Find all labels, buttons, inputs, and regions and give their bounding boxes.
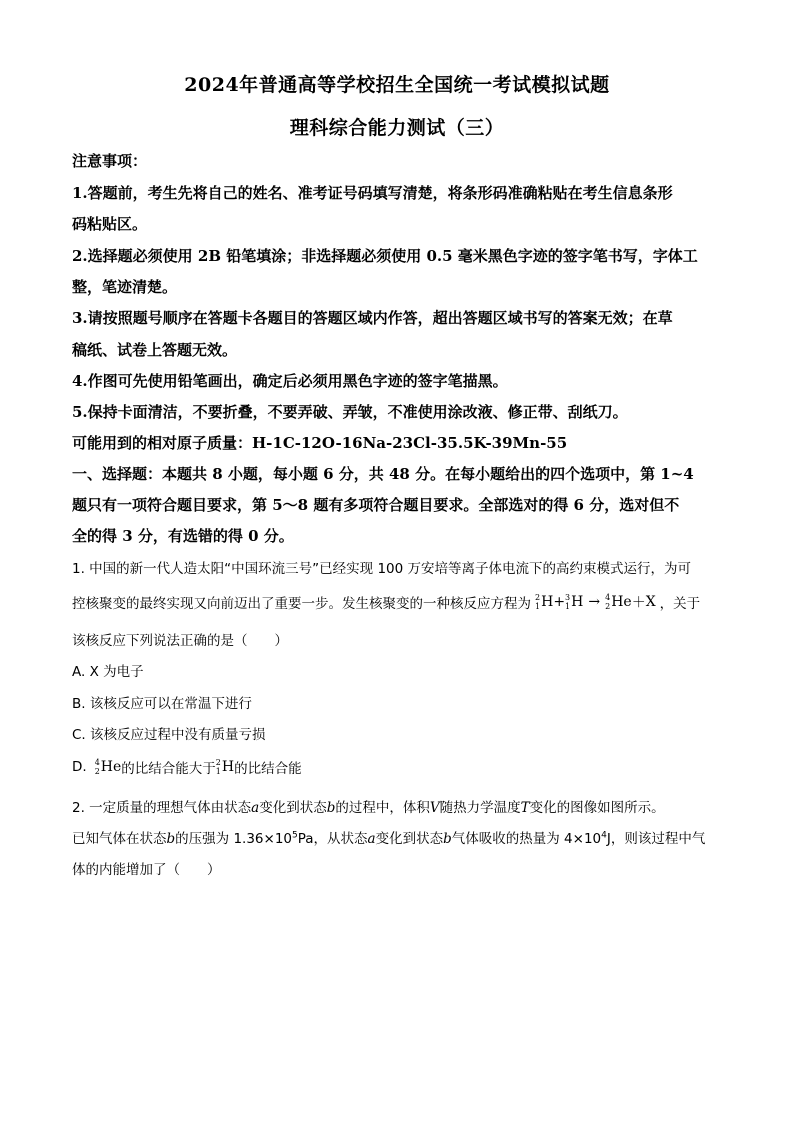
notice-item-2a: 2.选择题必须使用 2B 铅笔填涂；非选择题必须使用 0.5 毫米黑色字迹的签字笔书写，字体工	[72, 247, 698, 265]
q2-text-10: 气体吸收的热量为 4×10	[451, 831, 602, 847]
helium: He	[611, 594, 632, 610]
q1-option-b: B. 该核反应可以在常温下进行	[72, 696, 252, 712]
var-b-2: b	[166, 831, 176, 847]
section-1-line-3: 全的得 3 分，有选错的得 0 分。	[72, 527, 294, 545]
exponent-5: 5	[292, 830, 298, 841]
option-d-mid: 的比结合能大于	[121, 761, 216, 777]
section-1-line-2: 题只有一项符合题目要求，第 5～8 题有多项符合题目要求。全部选对的得 6 分，选对但不	[72, 496, 680, 514]
q2-text-7: 的压强为 1.36×10	[175, 831, 292, 847]
exam-subtitle: 理科综合能力测试（三）	[289, 117, 505, 139]
charge-3: 2	[605, 602, 611, 611]
reaction-arrow: →	[588, 594, 601, 610]
q1-option-c: C. 该核反应过程中没有质量亏损	[72, 727, 266, 743]
plus-sign-2: ＋	[631, 595, 646, 611]
q1-stem-line-2-text: 控核聚变的最终实现又向前迈出了重要一步。发生核聚变的一种核反应方程为	[72, 596, 531, 612]
nuclear-equation	[535, 592, 656, 612]
notice-item-2b: 整，笔迹清楚。	[72, 278, 178, 296]
notice-item-4: 4.作图可先使用铅笔画出，确定后必须用黑色字迹的签字笔描黑。	[72, 372, 508, 390]
charge-2: 1	[565, 602, 571, 611]
plus-sign: +	[553, 594, 566, 610]
option-d-helium	[95, 758, 122, 776]
deuterium: H	[541, 594, 554, 610]
var-t: T	[520, 800, 530, 816]
charge-d1: 2	[94, 767, 100, 776]
var-a: a	[251, 800, 260, 816]
var-a-2: a	[367, 831, 376, 847]
q1-stem-line-2-tail: ，关于	[659, 596, 701, 612]
mass-d2: 2	[215, 758, 221, 767]
q1-option-a: A. X 为电子	[72, 664, 144, 680]
q2-text-2: 变化到状态	[259, 800, 327, 816]
q2-text-5: 变化的图像如图所示。	[529, 800, 665, 816]
notice-heading: 注意事项：	[72, 152, 148, 170]
q2-text-9: 变化到状态	[375, 831, 444, 847]
q1-stem-line-3: 该核反应下列说法正确的是（ ）	[72, 633, 288, 649]
charge-1: 1	[535, 602, 541, 611]
section-1-line-1: 一、选择题：本题共 8 小题，每小题 6 分，共 48 分。在每小题给出的四个选项中，第 1~4	[72, 465, 694, 483]
index-1	[535, 593, 540, 611]
atomic-masses: 可能用到的相对原子质量：H-1C-12O-16Na-23Cl-35.5K-39Mn-55	[72, 434, 568, 452]
charge-d2: 1	[215, 767, 221, 776]
index-3	[605, 593, 610, 611]
mass-2: 3	[565, 593, 571, 602]
q2-stem-line-2	[72, 827, 732, 847]
option-d-hydrogen	[216, 758, 234, 776]
index-d2	[216, 758, 221, 776]
mass-1: 2	[535, 593, 541, 602]
q2-text-1: 2. 一定质量的理想气体由状态	[72, 800, 252, 816]
unknown-particle: X	[645, 594, 656, 610]
var-v: V	[429, 800, 440, 816]
var-b: b	[326, 800, 336, 816]
var-b-3: b	[443, 831, 452, 847]
notice-item-1b: 码粘贴区。	[72, 215, 148, 233]
index-2	[565, 593, 570, 611]
exam-title: 2024年普通高等学校招生全国统一考试模拟试题	[184, 74, 610, 96]
option-d-tail: 的比结合能	[234, 761, 302, 777]
notice-item-5: 5.保持卡面清洁，不要折叠，不要弄破、弄皱，不准使用涂改液、修正带、刮纸刀。	[72, 403, 628, 421]
notice-item-3b: 稿纸、试卷上答题无效。	[72, 341, 238, 359]
index-d1	[95, 758, 100, 776]
q2-stem-line-1	[72, 796, 732, 816]
option-d-label: D.	[72, 759, 87, 775]
q2-text-11: J，则该过程中气	[606, 831, 706, 847]
tritium: H	[571, 594, 584, 610]
q2-stem-line-3: 体的内能增加了（ ）	[72, 862, 221, 878]
mass-d1: 4	[94, 758, 100, 767]
q2-text-3: 的过程中，体积	[335, 800, 430, 816]
mass-3: 4	[605, 593, 611, 602]
q1-option-d	[72, 757, 732, 777]
q1-stem-line-2	[72, 592, 732, 612]
hydrogen-d: H	[221, 759, 235, 775]
exponent-4: 4	[601, 830, 607, 841]
q2-text-4: 随热力学温度	[439, 800, 521, 816]
helium-d: He	[100, 759, 122, 775]
q2-text-6: 已知气体在状态	[72, 831, 167, 847]
q1-stem-line-1: 1. 中国的新一代人造太阳“中国环流三号”已经实现 100 万安培等离子体电流下的高约束模式运行，为可	[72, 561, 692, 577]
notice-item-1a: 1.答题前，考生先将自己的姓名、准考证号码填写清楚，将条形码准确粘贴在考生信息条形	[72, 184, 673, 202]
q2-text-8: Pa，从状态	[297, 831, 368, 847]
notice-item-3a: 3.请按照题号顺序在答题卡各题目的答题区域内作答，超出答题区域书写的答案无效；在草	[72, 309, 673, 327]
